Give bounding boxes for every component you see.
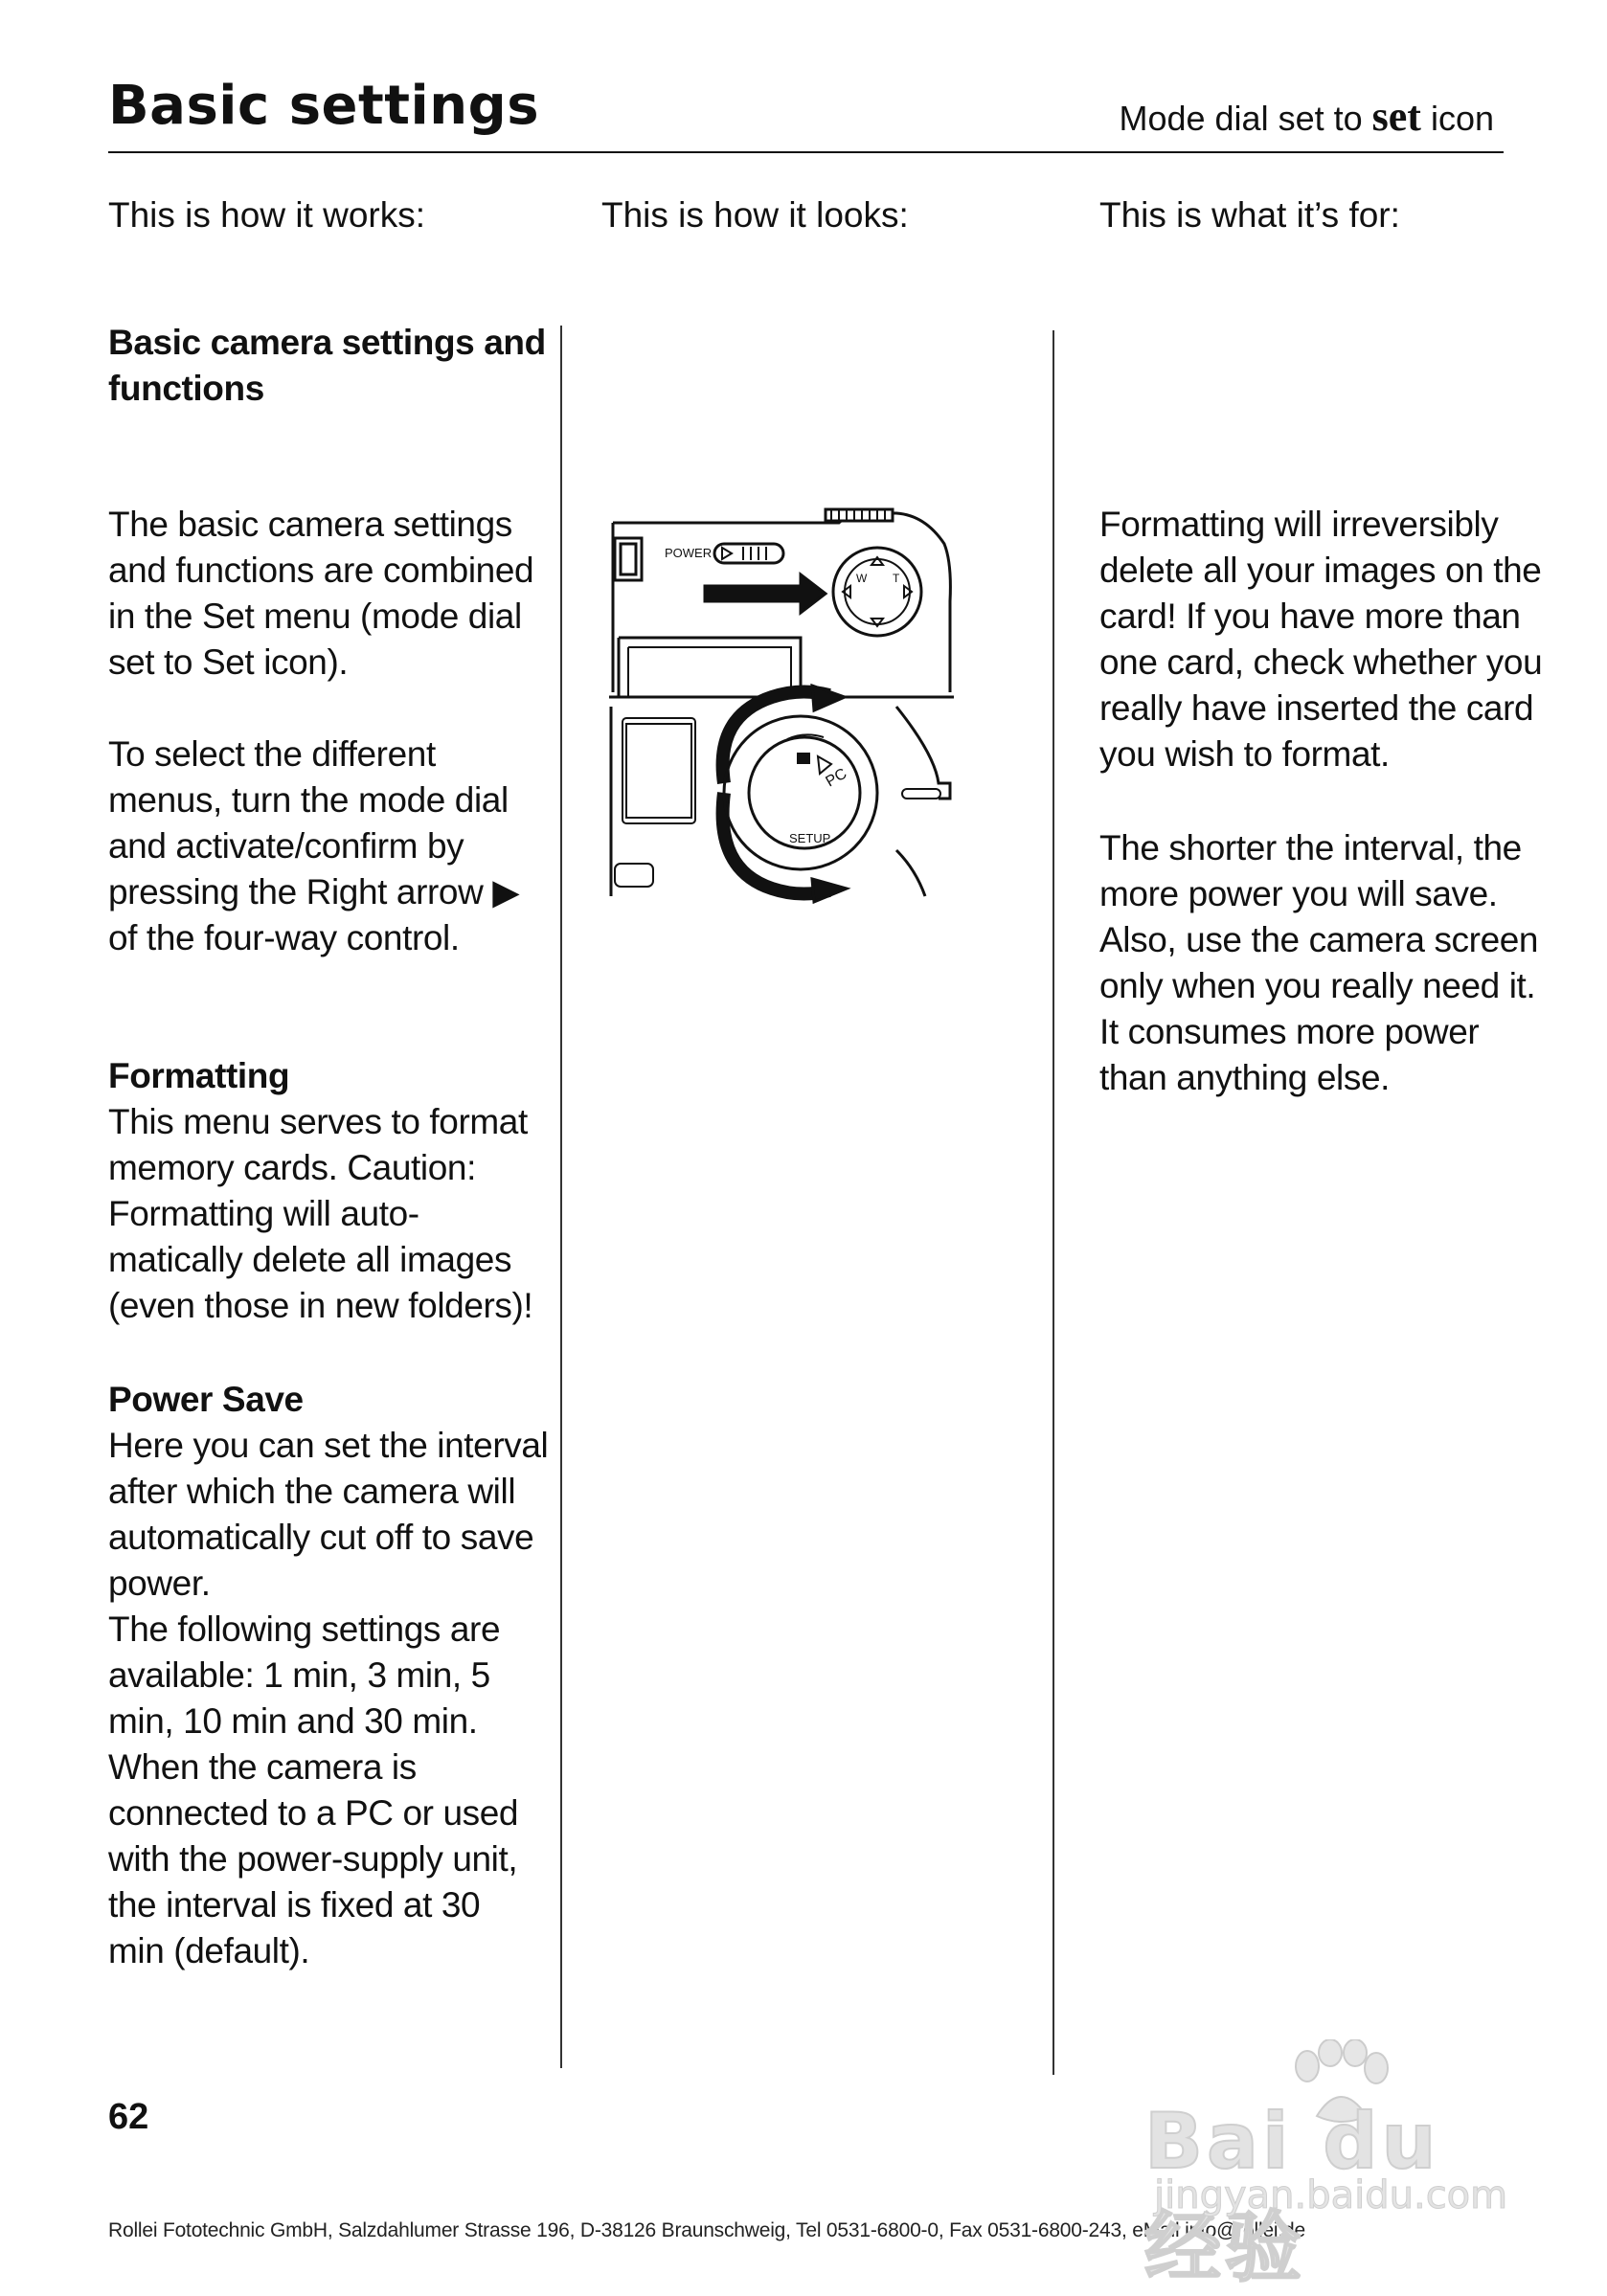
section-power-save xyxy=(108,1377,548,1974)
text-line: It consumes more power xyxy=(1099,1012,1480,1051)
power-switch xyxy=(714,544,783,563)
mode-dial-note xyxy=(1119,92,1494,141)
text-line: only when you really need it. xyxy=(1099,966,1536,1005)
section-heading-line: functions xyxy=(108,369,264,408)
formatting-heading: Formatting xyxy=(108,1056,290,1095)
text-line: more power you will save. xyxy=(1099,874,1498,913)
watermark-url: jingyan.baidu.com xyxy=(1154,2173,1508,2217)
paragraph-select-menus xyxy=(108,732,519,961)
text-line: delete all your images on the xyxy=(1099,551,1542,590)
setup-mode-label: SETUP xyxy=(789,831,831,845)
text-line: matically delete all images xyxy=(108,1240,512,1279)
set-icon-label: set xyxy=(1371,93,1421,140)
column-divider-right xyxy=(1052,330,1054,2075)
text-line: of the four-way control. xyxy=(108,918,460,957)
text-line: To select the different xyxy=(108,734,436,774)
camera-mode-dial-illustration xyxy=(609,506,954,908)
push-arrow-icon xyxy=(705,574,826,613)
text-line: The basic camera settings xyxy=(108,505,512,544)
text-line: connected to a PC or used xyxy=(108,1793,519,1833)
text-line: The following settings are xyxy=(108,1609,501,1649)
text-line: This menu serves to format xyxy=(108,1102,528,1141)
paragraph-power-tip xyxy=(1099,825,1538,1101)
column-heading-works: This is how it works: xyxy=(108,195,426,235)
text-line: and functions are combined xyxy=(108,551,534,590)
text-line: and activate/confirm by xyxy=(108,826,464,866)
four-way-control xyxy=(833,548,921,636)
text-line: card! If you have more than xyxy=(1099,597,1521,636)
column-divider-left xyxy=(560,326,562,2068)
section-formatting xyxy=(108,1053,532,1329)
text-line: Formatting will auto- xyxy=(108,1194,419,1233)
text-line: you wish to format. xyxy=(1099,734,1390,774)
dial-index-mark xyxy=(902,789,940,799)
text-line: memory cards. Caution: xyxy=(108,1148,476,1187)
text-line: (even those in new folders)! xyxy=(108,1286,533,1325)
watermark-logo: Bai du 经验 xyxy=(1144,2097,1440,2292)
section-heading-basic xyxy=(108,320,546,412)
text-line: Formatting will irreversibly xyxy=(1099,505,1499,544)
text-line: with the power-supply unit, xyxy=(108,1839,518,1879)
power-label: POWER xyxy=(665,546,713,560)
text-line: in the Set menu (mode dial xyxy=(108,597,522,636)
paragraph-basic-settings xyxy=(108,502,533,686)
camera-mode-icon xyxy=(797,753,810,764)
text-line: pressing the Right arrow ▶ xyxy=(108,872,520,912)
paragraph-formatting-warning xyxy=(1099,502,1542,777)
text-line: Here you can set the interval xyxy=(108,1426,549,1465)
text-line: min (default). xyxy=(108,1931,310,1970)
text-line: really have inserted the card xyxy=(1099,688,1534,728)
power-save-heading: Power Save xyxy=(108,1380,304,1419)
mode-dial-note-prefix: Mode dial set to xyxy=(1119,99,1372,138)
pc-mode-label: PC xyxy=(823,765,850,791)
page-number: 62 xyxy=(108,2097,149,2137)
text-line: automatically cut off to save xyxy=(108,1518,534,1557)
zoom-w-label: W xyxy=(856,572,868,585)
watermark xyxy=(1144,2039,1528,2292)
text-line: one card, check whether you xyxy=(1099,642,1543,682)
footer-address: Rollei Fototechnic GmbH, Salzdahlumer Strasse 196, D-38126 Braunschweig, Tel 0531-6800-0, Fax 0531-6800-243, eMail info@rollei.de xyxy=(108,2219,1305,2241)
header-rule xyxy=(108,151,1504,153)
text-line: available: 1 min, 3 min, 5 xyxy=(108,1655,490,1695)
text-line: the interval is fixed at 30 xyxy=(108,1885,481,1925)
text-line: The shorter the interval, the xyxy=(1099,828,1522,867)
column-heading-looks: This is how it looks: xyxy=(601,195,909,235)
section-heading-line: Basic camera settings and xyxy=(108,323,546,362)
text-line: set to Set icon). xyxy=(108,642,349,682)
text-line: after which the camera will xyxy=(108,1472,516,1511)
zoom-t-label: T xyxy=(893,572,900,585)
page-title: Basic settings xyxy=(108,75,540,137)
text-line: When the camera is xyxy=(108,1747,417,1787)
column-heading-for: This is what it’s for: xyxy=(1099,195,1400,235)
top-dial xyxy=(826,509,893,521)
text-line: min, 10 min and 30 min. xyxy=(108,1701,478,1741)
text-line: than anything else. xyxy=(1099,1058,1391,1097)
text-line: power. xyxy=(108,1564,211,1603)
text-line: Also, use the camera screen xyxy=(1099,920,1539,959)
mode-dial-note-suffix: icon xyxy=(1420,99,1494,138)
text-line: menus, turn the mode dial xyxy=(108,780,509,820)
